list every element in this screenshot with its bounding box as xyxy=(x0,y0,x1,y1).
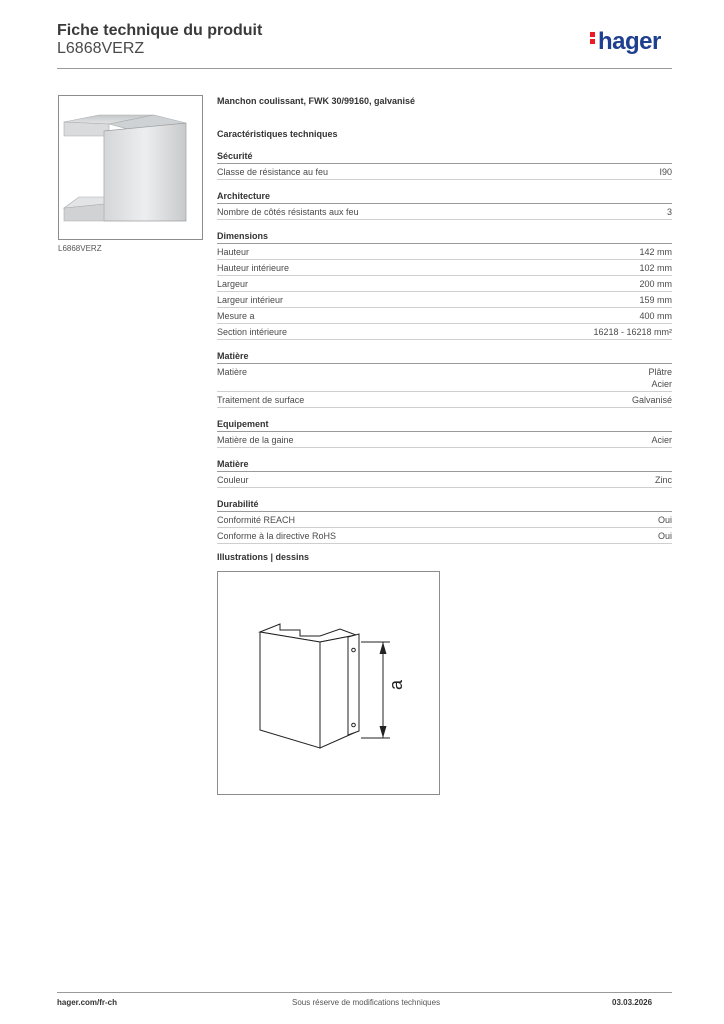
spec-group xyxy=(217,459,672,488)
footer-website-link[interactable]: hager.com/fr-ch xyxy=(57,998,118,1007)
spec-value xyxy=(659,166,672,178)
photo-caption: L6868VERZ xyxy=(58,244,102,253)
spec-row xyxy=(217,528,672,544)
cable-sleeve-photo-icon xyxy=(59,96,202,239)
spec-label: Matière xyxy=(217,367,248,377)
spec-value xyxy=(639,294,672,306)
spec-value xyxy=(639,278,672,290)
hager-logo[interactable] xyxy=(590,28,661,56)
footer-date: 03.03.2026 xyxy=(612,998,653,1007)
spec-value-line: Oui xyxy=(657,531,672,541)
spec-value xyxy=(639,310,672,322)
spec-group-title: Equipement xyxy=(217,419,672,432)
header-divider xyxy=(57,68,672,69)
spec-group xyxy=(217,231,672,340)
spec-value xyxy=(651,434,672,446)
spec-value-line: Zinc xyxy=(654,475,672,485)
spec-row xyxy=(217,432,672,448)
spec-label: Conforme à la directive RoHS xyxy=(217,531,337,541)
product-name: Manchon coulissant, FWK 30/99160, galvanisé xyxy=(217,96,416,106)
spec-label: Nombre de côtés résistants aux feu xyxy=(217,207,359,217)
spec-value-line: Acier xyxy=(651,435,672,445)
spec-group xyxy=(217,499,672,544)
spec-value-line: 400 mm xyxy=(639,311,672,321)
spec-value xyxy=(655,474,672,486)
sleeve-drawing-icon xyxy=(218,572,439,794)
spec-value xyxy=(658,514,672,526)
spec-value xyxy=(632,394,672,406)
technical-drawing xyxy=(217,571,440,795)
dimension-a-label: a xyxy=(386,679,406,690)
spec-value-line: Galvanisé xyxy=(631,395,672,405)
spec-value xyxy=(593,326,672,338)
product-reference: L6868VERZ xyxy=(57,40,145,57)
spec-label: Section intérieure xyxy=(217,327,288,337)
spec-group xyxy=(217,191,672,220)
spec-row xyxy=(217,204,672,220)
spec-group xyxy=(217,151,672,180)
spec-label: Couleur xyxy=(217,475,249,485)
spec-group-title: Durabilité xyxy=(217,499,672,512)
spec-label: Hauteur intérieure xyxy=(217,263,290,273)
spec-value-line: Oui xyxy=(657,515,672,525)
spec-value-line: I90 xyxy=(659,167,672,177)
spec-label: Hauteur xyxy=(217,247,250,257)
spec-label: Classe de résistance au feu xyxy=(217,167,329,177)
spec-label: Largeur intérieur xyxy=(217,295,284,305)
spec-row xyxy=(217,244,672,260)
spec-value xyxy=(639,262,672,274)
footer-disclaimer: Sous réserve de modifications techniques xyxy=(292,998,441,1007)
spec-groups xyxy=(217,151,672,544)
spec-group-title: Matière xyxy=(217,351,672,364)
spec-value-line: 142 mm xyxy=(639,247,672,257)
spec-group xyxy=(217,419,672,448)
spec-value xyxy=(658,530,672,542)
footer-divider xyxy=(57,992,672,993)
spec-group-title: Sécurité xyxy=(217,151,672,164)
spec-value-line: 102 mm xyxy=(639,263,672,273)
spec-value-line: 200 mm xyxy=(639,279,672,289)
spec-row xyxy=(217,164,672,180)
spec-group-title: Matière xyxy=(217,459,672,472)
spec-value xyxy=(639,246,672,258)
spec-value-line: 3 xyxy=(666,207,672,217)
header-title: Fiche technique du produit xyxy=(57,22,263,39)
spec-group-title: Architecture xyxy=(217,191,672,204)
spec-row xyxy=(217,260,672,276)
product-photo xyxy=(58,95,203,240)
logo-dots-icon xyxy=(590,30,595,46)
spec-value xyxy=(667,206,672,218)
spec-label: Largeur xyxy=(217,279,249,289)
spec-label: Traitement de surface xyxy=(217,395,305,405)
spec-row xyxy=(217,292,672,308)
spec-group xyxy=(217,351,672,408)
spec-value-line: 159 mm xyxy=(639,295,672,305)
specs-section xyxy=(217,96,672,555)
spec-label: Mesure a xyxy=(217,311,255,321)
specs-heading: Caractéristiques techniques xyxy=(217,129,338,139)
spec-value-line: Acier xyxy=(651,379,672,389)
spec-value xyxy=(648,366,672,390)
spec-row xyxy=(217,512,672,528)
spec-label: Matière de la gaine xyxy=(217,435,294,445)
spec-row xyxy=(217,472,672,488)
spec-value-line: Plâtre xyxy=(648,367,672,377)
logo-text: hager xyxy=(598,28,661,55)
spec-group-title: Dimensions xyxy=(217,231,672,244)
spec-row xyxy=(217,392,672,408)
spec-row xyxy=(217,324,672,340)
spec-row xyxy=(217,308,672,324)
spec-label: Conformité REACH xyxy=(217,515,296,525)
spec-value-line: 16218 - 16218 mm² xyxy=(593,327,672,337)
illustrations-title: Illustrations | dessins xyxy=(217,552,310,562)
spec-row xyxy=(217,276,672,292)
spec-row xyxy=(217,364,672,392)
